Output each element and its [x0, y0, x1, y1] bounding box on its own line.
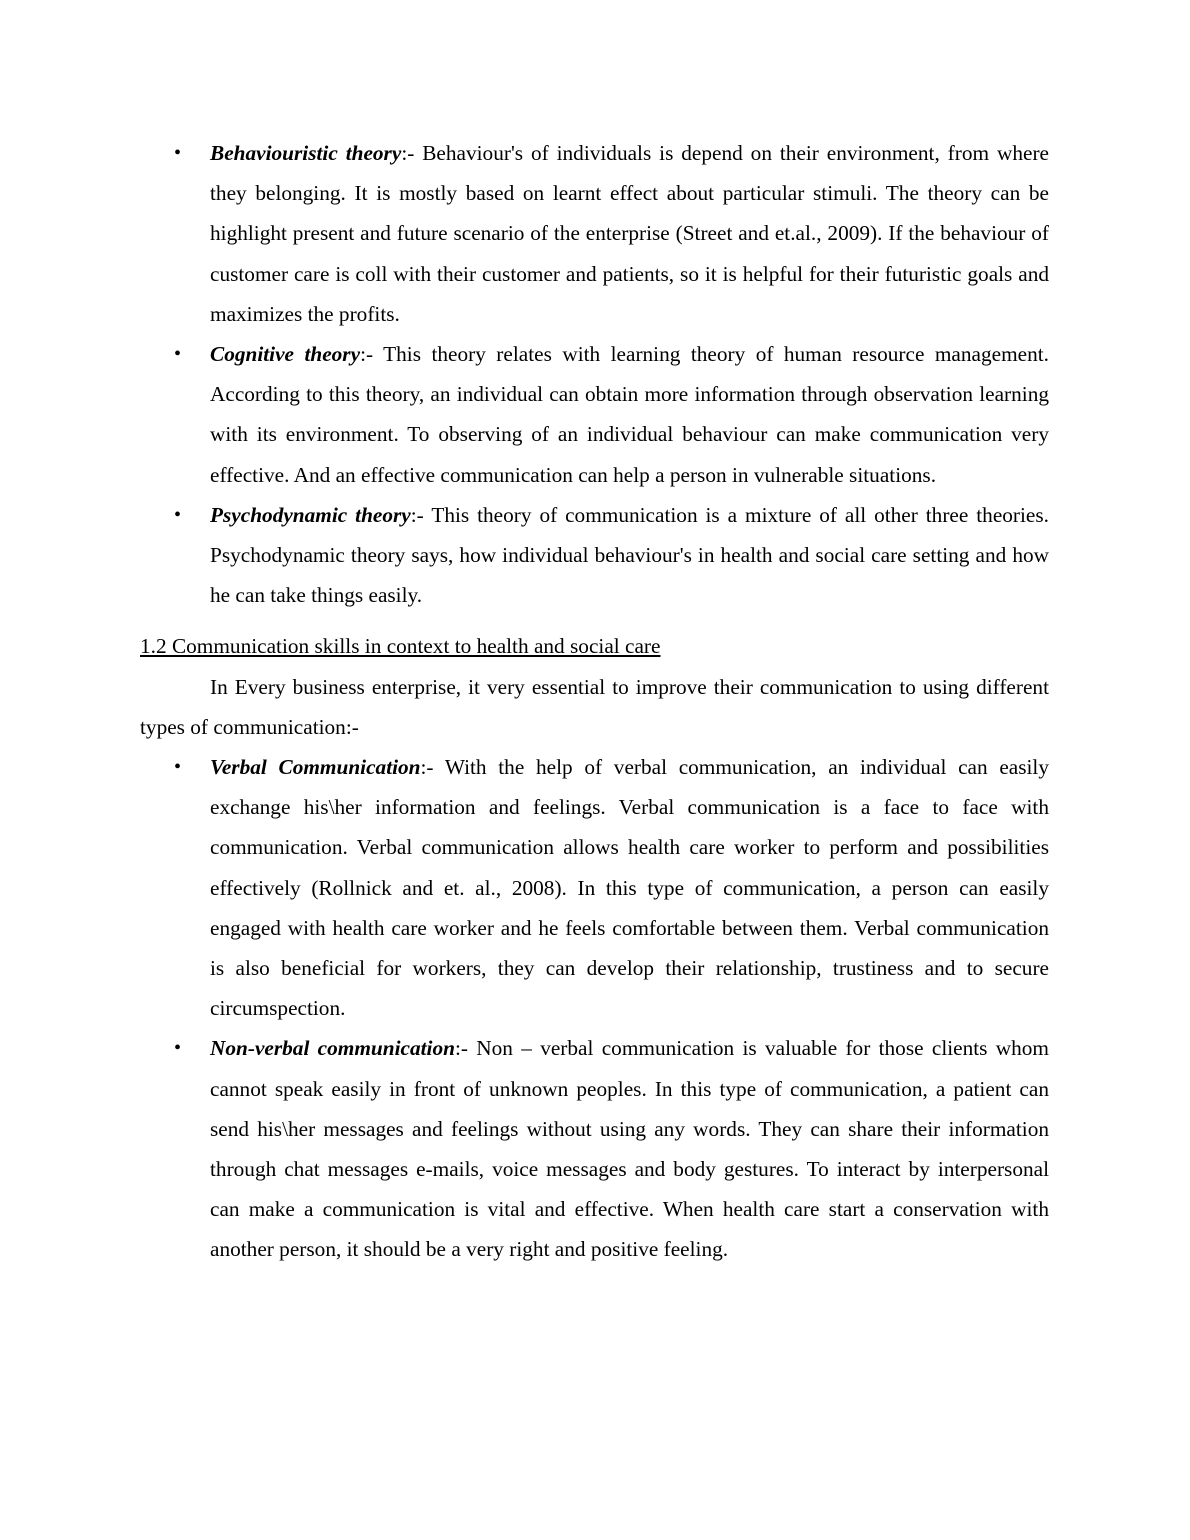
list-item-psychodynamic-theory [140, 495, 1049, 616]
item-text: :- Non – verbal communication is valuable for those clients whom cannot speak easily in front of unknown peoples. In this type of communication, a patient can send his\her messages and feelings without using any words. They can share their information through chat messages e-mails, voice messages and body gestures. To interact by interpersonal can make a communication is vital and effective. When health care start a conservation with another person, it should be a very right and positive feeling. [210, 1036, 1050, 1262]
list-item-behaviouristic-theory [140, 133, 1049, 334]
list-item-non-verbal-communication [140, 1028, 1049, 1269]
bullet-icon: • [174, 142, 182, 164]
bullet-icon: • [174, 756, 182, 779]
item-text: :- This theory relates with learning theory of human resource management. According to this theory, an individual can obtain more information through observation learning with its environment. To observing of an individual behaviour can make communication very effective. And an effective communication can help a person in vulnerable situations. [210, 342, 1049, 487]
term-non-verbal-communication: Non-verbal communication [210, 1036, 455, 1061]
bullet-icon: • [174, 503, 182, 526]
item-text: :- With the help of verbal communication, an individual can easily exchange his\her information and feelings. Verbal communication is a face to face with communication. Verbal communication allows health care worker to perform and possibilities effectively (Rollnick and et. al., 2008). In this type of communication, a person can easily engaged with health care worker and he feels comfortable between them. Verbal communication is also beneficial for workers, they can develop their relationship, trustiness and to secure circumspection. [210, 755, 1049, 1021]
item-text: :- Behaviour's of individuals is depend on their environment, from where they belonging. It is mostly based on learnt effect about particular stimuli. The theory can be highlight present and future scenario of the enterprise (Street and et.al., 2009). If the behaviour of customer care is coll with their customer and patients, so it is helpful for their futuristic goals and maximizes the profits. [210, 141, 1050, 326]
term-behaviouristic-theory: Behaviouristic theory [210, 141, 402, 165]
intro-paragraph: In Every business enterprise, it very essential to improve their communication to using different types of communication:- [140, 674, 1049, 739]
bullet-icon: • [174, 1037, 182, 1060]
document-body [140, 133, 1049, 1270]
list-item-cognitive-theory [140, 334, 1049, 495]
term-cognitive-theory: Cognitive theory [210, 342, 361, 367]
item-text: :- This theory of communication is a mixture of all other three theories. Psychodynamic theory says, how individual behaviour's in health and social care setting and how he can take things easily. [210, 502, 1049, 608]
bullet-icon: • [174, 343, 182, 366]
section-heading: 1.2 Communication skills in context to health and social care [140, 634, 661, 659]
term-verbal-communication: Verbal Communication [210, 755, 421, 780]
list-item-verbal-communication [140, 747, 1049, 1028]
communication-types-list [140, 747, 1049, 1270]
term-psychodynamic-theory: Psychodynamic theory [210, 502, 411, 527]
theories-list [140, 133, 1049, 615]
